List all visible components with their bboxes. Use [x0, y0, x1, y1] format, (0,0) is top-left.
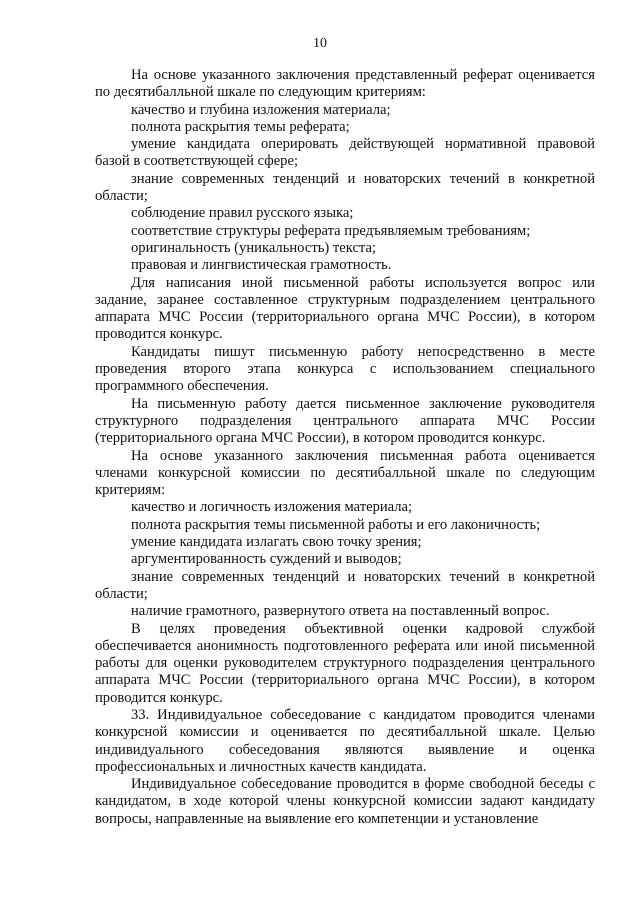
- paragraph: 33. Индивидуальное собеседование с кандидатом проводится членами конкурсной комиссии и оценивается по десятибалльной шкале. Целью индивидуального собеседования являются выявление и оценка профессиональных и личностных качеств кандидата.: [95, 706, 595, 775]
- list-item: умение кандидата оперировать действующей нормативной правовой базой в соответствующей сфере;: [95, 136, 595, 170]
- list-item: правовая и лингвистическая грамотность.: [131, 257, 392, 274]
- list-item: полнота раскрытия темы реферата;: [131, 118, 350, 135]
- list-item: знание современных тенденций и новаторских течений в конкретной области;: [95, 170, 595, 205]
- list-item: соблюдение правил русского языка;: [131, 205, 354, 222]
- paragraph: На основе указанного заключения представленный реферат оценивается по десятибалльной шкале по следующим критериям:: [95, 67, 595, 101]
- paragraph: Для написания иной письменной работы используется вопрос или задание, заранее составленное структурным подразделением центрального аппарата МЧС России (территориального органа МЧС России), в котором проводится конкурс.: [95, 274, 595, 343]
- paragraph: Индивидуальное собеседование проводится в форме свободной беседы с кандидатом, в ходе которой члены конкурсной комиссии задают кандидату вопросы, направленные на выявление его компетенции и установление: [95, 776, 595, 827]
- paragraph: На основе указанного заключения письменная работа оценивается членами конкурсной комиссии по десятибалльной шкале по следующим критериям:: [95, 447, 595, 499]
- paragraph: На письменную работу дается письменное заключение руководителя структурного подразделения центрального аппарата МЧС России (территориального органа МЧС России), в котором проводится конкурс.: [95, 395, 595, 447]
- list-item: аргументированность суждений и выводов;: [131, 551, 402, 568]
- list-item: полнота раскрытия темы письменной работы и его лаконичность;: [131, 516, 541, 533]
- document-body: [95, 67, 595, 828]
- list-item: качество и логичность изложения материала;: [131, 499, 413, 516]
- list-item: умение кандидата излагать свою точку зрения;: [131, 534, 422, 551]
- paragraph: Кандидаты пишут письменную работу непосредственно в месте проведения второго этапа конкурса с использованием специального программного обеспечения.: [95, 343, 595, 395]
- list-item: оригинальность (уникальность) текста;: [131, 239, 377, 256]
- paragraph: В целях проведения объективной оценки кадровой службой обеспечивается анонимность подготовленного реферата или иной письменной работы для оценки руководителем структурного подразделения центрального аппарата МЧС России (территориального органа МЧС России), в котором проводится конкурс.: [95, 620, 595, 706]
- list-item: качество и глубина изложения материала;: [131, 101, 391, 118]
- list-item: наличие грамотного, развернутого ответа на поставленный вопрос.: [131, 603, 550, 620]
- list-item: соответствие структуры реферата предъявляемым требованиям;: [131, 222, 531, 239]
- page-number: 10: [313, 36, 327, 51]
- list-item: знание современных тенденций и новаторских течений в конкретной области;: [95, 568, 595, 602]
